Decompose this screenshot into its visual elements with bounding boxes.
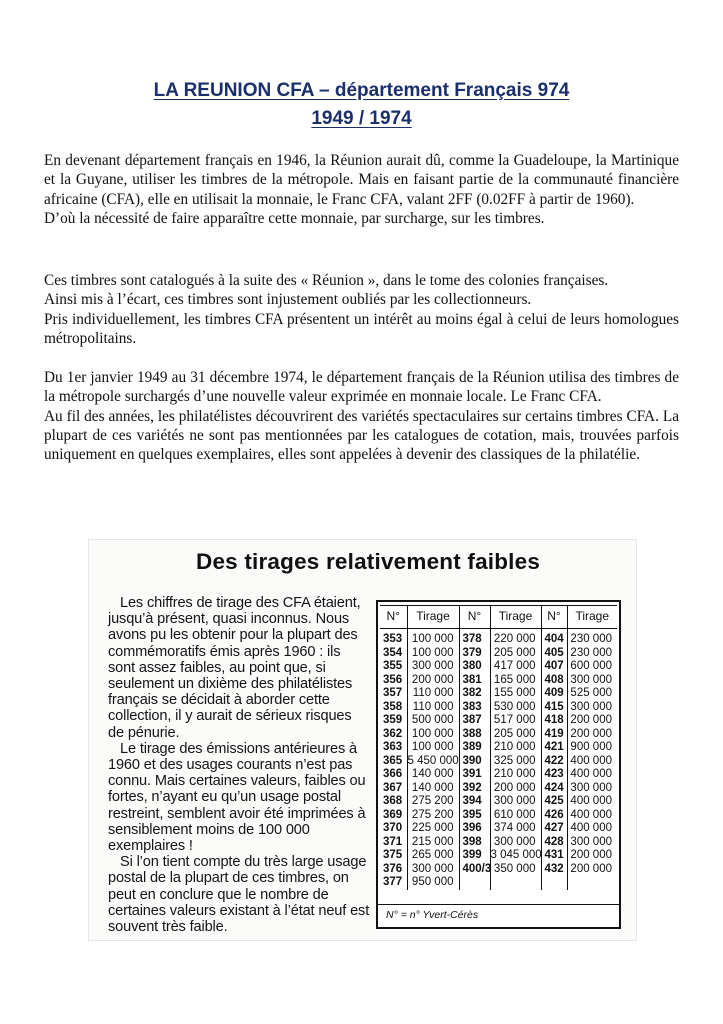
stamp-number-cell: 394 — [459, 795, 490, 809]
column-header: N° — [459, 606, 490, 629]
table-row — [380, 674, 617, 688]
stamp-number-cell: 365 — [383, 754, 403, 767]
table-row — [380, 728, 617, 742]
print-run-cell: 530 000 — [490, 701, 541, 715]
print-run-cell: 100 000 — [407, 647, 459, 661]
stamp-number-cell: 392 — [459, 782, 490, 796]
table-row — [380, 782, 617, 796]
inset-paragraph: Le tirage des émissions antérieures à 1960 et des usages courants n’est pas connu. Mais certaines valeurs, faibles ou fortes, n’ayant eu qu’un usage postal restreint, semblent avoir été imprimées à sensiblement moins de 100 000 exemplaires ! — [108, 740, 366, 855]
stamp-number-cell: 419 — [541, 728, 567, 742]
print-run-cell: 300 000 — [407, 863, 459, 877]
print-run-cell: 140 000 — [407, 768, 459, 782]
table-row — [380, 714, 617, 728]
stamp-number-cell: 421 — [541, 741, 567, 755]
table-row — [380, 633, 617, 647]
table-row — [380, 768, 617, 782]
print-run-cell: 155 000 — [490, 687, 541, 701]
stamp-number-cell: 426 — [541, 809, 567, 823]
print-run-cell: 200 000 — [567, 728, 617, 742]
stamp-number-cell: 363 — [383, 741, 403, 753]
table-row — [380, 809, 617, 823]
stamp-number-cell: 409 — [541, 687, 567, 701]
column-header: Tirage — [490, 606, 541, 629]
stamp-number-cell: 423 — [541, 768, 567, 782]
print-run-cell: 374 000 — [490, 822, 541, 836]
table-row — [380, 660, 617, 674]
table-row — [380, 647, 617, 661]
print-run-cell: 205 000 — [490, 728, 541, 742]
print-run-cell: 610 000 — [490, 809, 541, 823]
print-run-cell: 325 000 — [490, 755, 541, 769]
stamp-number-cell: 425 — [541, 795, 567, 809]
print-run-cell: 265 000 — [407, 849, 459, 863]
stamp-number-cell: 418 — [541, 714, 567, 728]
stamp-number-cell: 399 — [459, 849, 490, 863]
inset-paragraph: Les chiffres de tirage des CFA étaient, jusqu’à présent, quasi inconnus. Nous avons pu les obtenir pour la plupart des commémoratifs émis après 1960 : ils sont assez faibles, au point que, si seulement un dixième des philatélistes français se décidait à aborder cette collection, il y aurait de sérieux risques de pénurie. — [108, 595, 361, 741]
print-run-cell: 517 000 — [490, 714, 541, 728]
stamp-number-cell — [541, 876, 567, 890]
table-row — [380, 741, 617, 755]
inset-paragraph: Si l’on tient compte du très large usage postal de la plupart de ces timbres, on peut en conclure que le nombre de certaines valeurs existant à l’état neuf est souvent très faible. — [108, 854, 370, 936]
print-run-cell: 165 000 — [490, 674, 541, 688]
print-run-cell: 600 000 — [567, 660, 617, 674]
print-run-cell: 400 000 — [567, 755, 617, 769]
stamp-number-cell: 354 — [383, 646, 403, 659]
print-run-cell: 300 000 — [567, 836, 617, 850]
print-run-cell: 225 000 — [407, 822, 459, 836]
stamp-number-cell: 396 — [459, 822, 490, 836]
column-header: N° — [380, 606, 407, 629]
print-run-cell: 950 000 — [407, 876, 459, 890]
print-run-cell: 400 000 — [567, 822, 617, 836]
stamp-number-cell: 407 — [541, 660, 567, 674]
table-footnote: N° = n° Yvert-Cérès — [386, 909, 479, 921]
page-subtitle-years: 1949 / 1974 — [311, 108, 412, 129]
table-header-row — [380, 606, 617, 629]
stamp-number-cell: 358 — [383, 700, 403, 713]
stamp-number-cell: 408 — [541, 674, 567, 688]
print-run-cell: 215 000 — [407, 836, 459, 850]
scanned-article-inset — [88, 539, 637, 941]
stamp-number-cell: 424 — [541, 782, 567, 796]
print-run-cell: 200 000 — [567, 714, 617, 728]
print-run-cell: 300 000 — [490, 836, 541, 850]
print-run-cell: 210 000 — [490, 741, 541, 755]
catalog-text-3: Pris individuellement, les timbres CFA présentent un intérêt au moins égal à celui de leurs homologues métropolitains. — [44, 310, 679, 347]
stamp-number-cell: 404 — [541, 633, 567, 647]
stamp-number-cell: 398 — [459, 836, 490, 850]
stamp-number-cell: 380 — [459, 660, 490, 674]
print-run-cell: 5 450 000 — [407, 754, 459, 767]
page-title: LA REUNION CFA – département Français 974 — [153, 80, 570, 101]
print-run-cell: 110 000 — [407, 701, 459, 715]
print-run-cell: 300 000 — [567, 701, 617, 715]
stamp-number-cell: 390 — [459, 755, 490, 769]
table-row — [380, 849, 617, 863]
stamp-number-cell: 422 — [541, 755, 567, 769]
column-header: Tirage — [407, 606, 459, 629]
print-run-cell: 100 000 — [407, 741, 459, 755]
catalog-paragraph — [44, 271, 679, 348]
stamp-number-cell: 391 — [459, 768, 490, 782]
table-row — [380, 876, 617, 890]
catalog-text: Ces timbres sont catalogués à la suite des « Réunion », dans le tome des colonies françaises. — [44, 272, 609, 289]
stamp-number-cell: 415 — [541, 701, 567, 715]
stamp-number-cell: 382 — [459, 687, 490, 701]
print-run-cell: 275 200 — [407, 809, 459, 823]
catalog-text-2: Ainsi mis à l’écart, ces timbres sont injustement oubliés par les collectionneurs. — [44, 291, 532, 309]
history-text: Du 1er janvier 1949 au 31 décembre 1974, le département français de la Réunion utilisa des timbres de la métropole surchargés d’une nouvelle valeur exprimée en monnaie locale. Le Franc CFA. — [44, 369, 679, 406]
print-run-cell: 900 000 — [567, 741, 617, 755]
stamp-number-cell: 388 — [459, 728, 490, 742]
print-run-table — [380, 605, 617, 890]
print-run-cell: 300 000 — [567, 674, 617, 688]
stamp-number-cell: 378 — [459, 633, 490, 647]
stamp-number-cell: 379 — [459, 647, 490, 661]
print-run-cell — [490, 876, 541, 890]
print-run-cell: 350 000 — [490, 863, 541, 877]
stamp-number-cell: 376 — [383, 862, 403, 875]
print-run-cell: 300 000 — [490, 795, 541, 809]
print-run-cell: 110 000 — [407, 687, 459, 701]
print-run-cell: 100 000 — [407, 728, 459, 742]
stamp-number-cell: 357 — [383, 687, 403, 699]
print-run-cell: 300 000 — [567, 782, 617, 796]
print-run-cell: 200 000 — [567, 863, 617, 877]
stamp-number-cell: 375 — [383, 849, 403, 861]
table-row — [380, 755, 617, 769]
stamp-number-cell — [459, 876, 490, 890]
table-row — [380, 822, 617, 836]
stamp-number-cell: 356 — [383, 673, 403, 686]
print-run-cell: 400 000 — [567, 768, 617, 782]
print-run-cell: 200 000 — [567, 849, 617, 863]
print-run-table-box — [376, 600, 621, 929]
print-run-cell: 220 000 — [490, 633, 541, 647]
print-run-cell: 3 045 000 — [490, 849, 542, 861]
column-header: Tirage — [567, 606, 617, 629]
print-run-cell: 230 000 — [567, 633, 617, 647]
table-divider — [378, 904, 619, 905]
table-row — [380, 795, 617, 809]
print-run-cell: 417 000 — [490, 660, 541, 674]
stamp-number-cell: 359 — [383, 714, 403, 726]
stamp-number-cell: 387 — [459, 714, 490, 728]
stamp-number-cell: 428 — [541, 836, 567, 850]
stamp-number-cell: 383 — [459, 701, 490, 715]
stamp-number-cell: 377 — [383, 876, 403, 888]
table-row — [380, 863, 617, 877]
stamp-number-cell: 366 — [383, 768, 403, 780]
print-run-cell: 140 000 — [407, 782, 459, 796]
print-run-cell: 400 000 — [567, 795, 617, 809]
print-run-cell: 300 000 — [407, 660, 459, 674]
intro-paragraph — [44, 151, 679, 228]
stamp-number-cell: 381 — [459, 674, 490, 688]
inset-heading: Des tirages relativement faibles — [196, 549, 541, 574]
stamp-number-cell: 371 — [383, 835, 403, 848]
stamp-number-cell: 395 — [459, 809, 490, 823]
print-run-cell: 200 000 — [407, 674, 459, 688]
print-run-cell: 230 000 — [567, 647, 617, 661]
table-row — [380, 836, 617, 850]
inset-article-text — [108, 595, 370, 935]
stamp-number-cell: 355 — [383, 660, 403, 672]
stamp-number-cell: 367 — [383, 781, 403, 794]
stamp-number-cell: 431 — [541, 849, 567, 863]
intro-text: En devenant département français en 1946, la Réunion aurait dû, comme la Guadeloupe, la Martinique et la Guyane, utiliser les timbres de la métropole. Mais en faisant partie de la communauté financière africaine (CFA), elle en utilisait la monnaie, le Franc CFA, valant 2FF (0.02FF à partir de 1960). — [44, 152, 679, 208]
stamp-number-cell: 400/3 — [459, 863, 490, 877]
print-run-cell: 210 000 — [490, 768, 541, 782]
column-header: N° — [541, 606, 567, 629]
stamp-number-cell: 370 — [383, 822, 403, 834]
history-paragraph — [44, 368, 679, 464]
print-run-cell: 200 000 — [490, 782, 541, 796]
print-run-cell: 525 000 — [567, 687, 617, 701]
intro-text-2: D’où la nécessité de faire apparaître cette monnaie, par surcharge, sur les timbres. — [44, 209, 545, 227]
stamp-number-cell: 405 — [541, 647, 567, 661]
print-run-cell: 275 200 — [407, 795, 459, 809]
table-row — [380, 701, 617, 715]
stamp-number-cell: 353 — [383, 633, 403, 645]
history-text-2: Au fil des années, les philatélistes découvrirent des variétés spectaculaires sur certains timbres CFA. La plupart de ces variétés ne sont pas mentionnées par les catalogues de cotation, mais, trouvées parfois uniquement en quelques exemplaires, elles sont appelées à devenir des classiques de la philatélie. — [44, 407, 679, 464]
table-row — [380, 687, 617, 701]
print-run-cell: 100 000 — [407, 633, 459, 647]
stamp-number-cell: 368 — [383, 795, 403, 807]
stamp-number-cell: 389 — [459, 741, 490, 755]
stamp-number-cell: 432 — [541, 863, 567, 877]
print-run-cell: 400 000 — [567, 809, 617, 823]
print-run-cell: 205 000 — [490, 647, 541, 661]
stamp-number-cell: 369 — [383, 808, 403, 821]
stamp-number-cell: 427 — [541, 822, 567, 836]
print-run-cell: 500 000 — [407, 714, 459, 728]
stamp-number-cell: 362 — [383, 727, 403, 740]
print-run-cell — [567, 876, 617, 890]
